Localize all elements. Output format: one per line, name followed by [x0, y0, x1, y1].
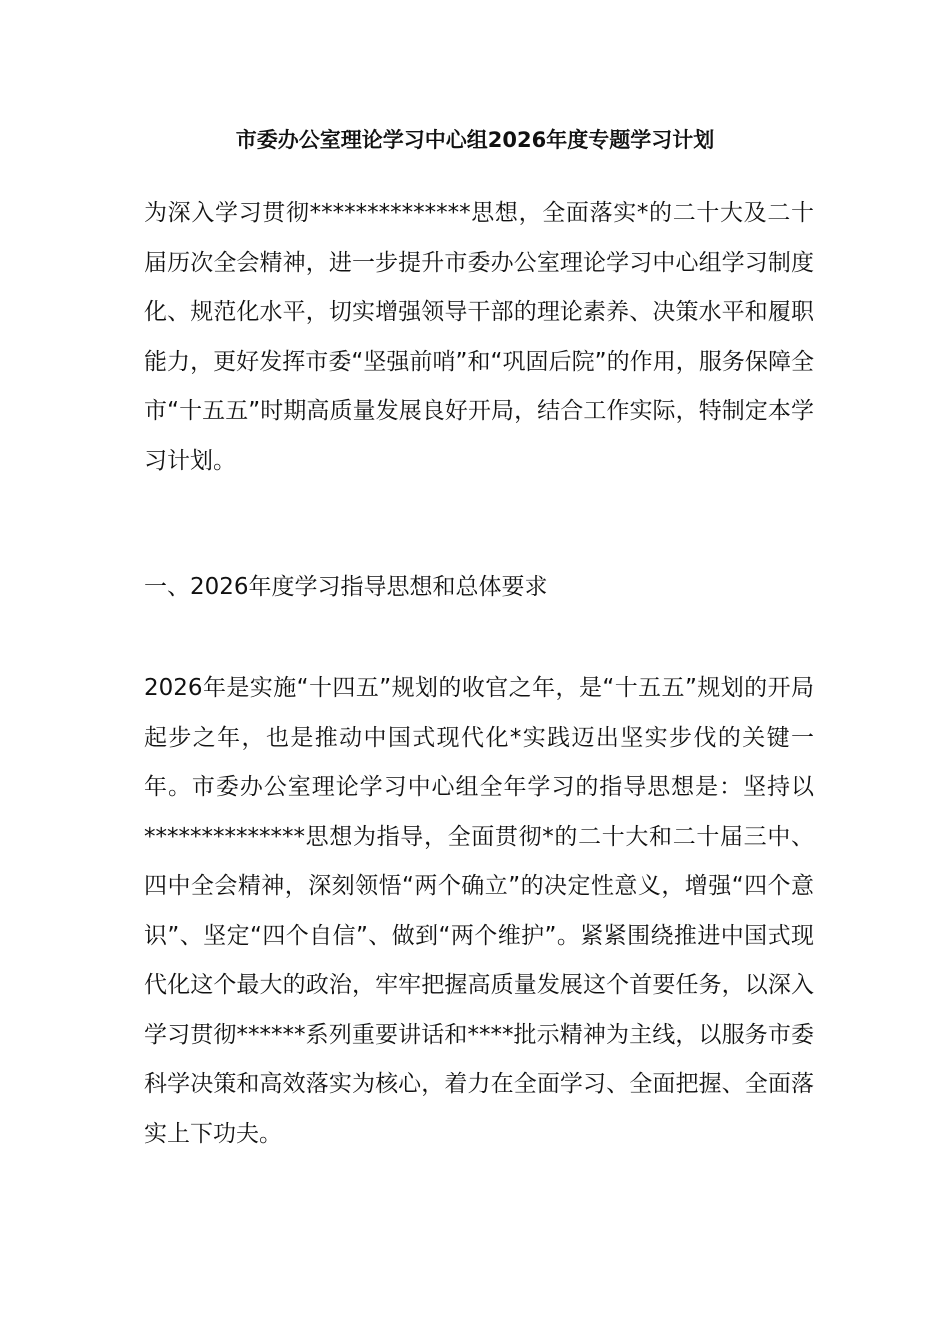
document-title: 市委办公室理论学习中心组2026年度专题学习计划 [235, 128, 715, 152]
section-heading: 一、2026年度学习指导思想和总体要求 [144, 574, 548, 600]
section-body-paragraph: 2026年是实施“十四五”规划的收官之年，是“十五五”规划的开局起步之年，也是推动中国式现代化*实践迈出坚实步伐的关键一年。市委办公室理论学习中心组全年学习的指导思想是：坚持以**************思想为指导，全面贯彻*的二十大和二十届三中、四中全会精神，深刻领悟“两个确立”的决定性意义，增强“四个意识”、坚定“四个自信”、做到“两个维护”。紧紧围绕推进中国式现代化这个最大的政治，牢牢把握高质量发展这个首要任务，以深入学习贯彻******系列重要讲话和****批示精神为主线，以服务市委科学决策和高效落实为核心，着力在全面学习、全面把握、全面落实上下功夫。 [144, 675, 814, 1147]
intro-paragraph: 为深入学习贯彻**************思想，全面落实*的二十大及二十届历次全会精神，进一步提升市委办公室理论学习中心组学习制度化、规范化水平，切实增强领导干部的理论素养、决策水平和履职能力，更好发挥市委“坚强前哨”和“巩固后院”的作用，服务保障全市“十五五”时期高质量发展良好开局，结合工作实际，特制定本学习计划。 [144, 200, 814, 474]
